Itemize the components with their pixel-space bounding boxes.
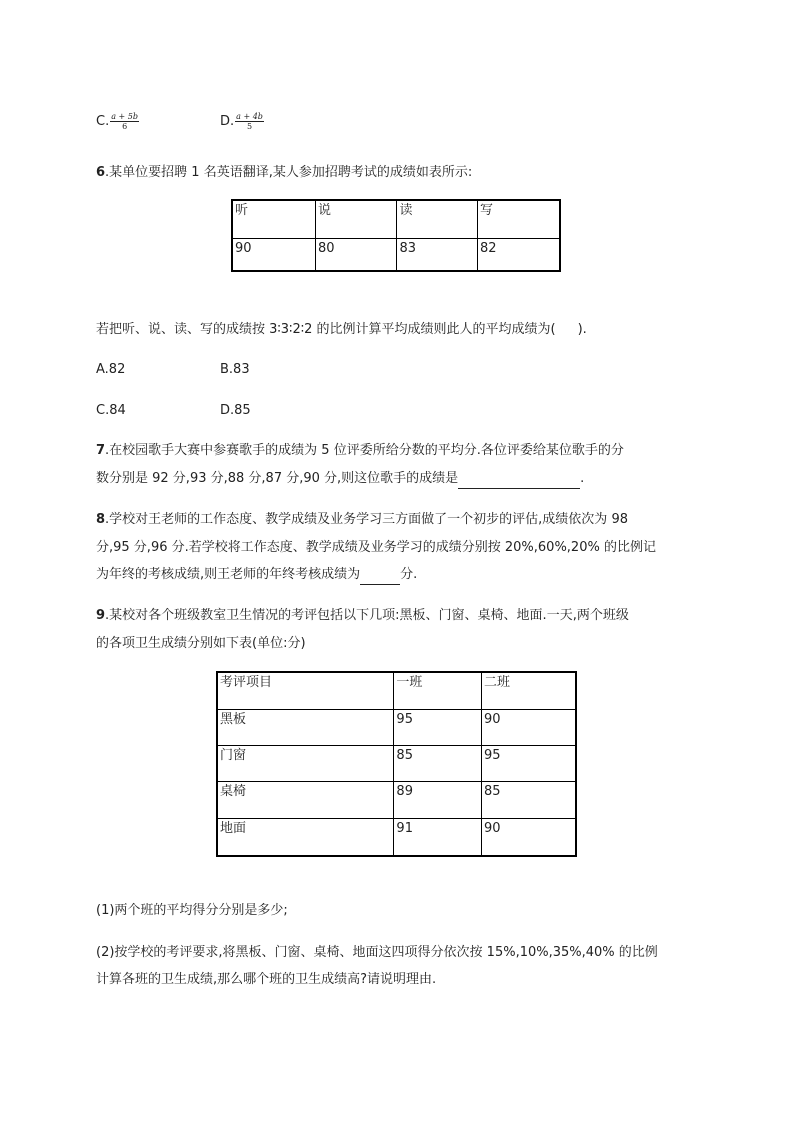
q6-score-table <box>231 199 561 272</box>
q5-option-d-numerator: a + 4b <box>236 112 263 121</box>
q6-header-read: 读 <box>397 200 477 238</box>
q5-option-d-label: D. <box>220 114 235 129</box>
q7-line-2 <box>96 469 584 489</box>
q9-row-class2: 85 <box>481 781 576 818</box>
q9-row-item: 门窗 <box>217 745 394 781</box>
q9-sub-question-1: (1)两个班的平均得分分别是多少; <box>96 903 288 918</box>
q6-stem <box>96 163 472 183</box>
q9-score-table <box>216 671 577 857</box>
q5-option-d <box>220 112 264 132</box>
q5-option-c-fraction <box>110 112 139 131</box>
q6-option-d: D.85 <box>220 403 251 418</box>
q9-header-class2: 二班 <box>481 672 576 709</box>
q5-option-c-denominator: 6 <box>122 122 128 131</box>
q9-row-class1: 89 <box>394 781 482 818</box>
q9-row-item: 黑板 <box>217 709 394 745</box>
q8-line-3-end: 分. <box>400 567 418 582</box>
q9-row-item: 桌椅 <box>217 781 394 818</box>
q9-row-class1: 85 <box>394 745 482 781</box>
q9-header-item: 考评项目 <box>217 672 394 709</box>
q6-stem-text: .某单位要招聘 1 名英语翻译,某人参加招聘考试的成绩如表所示: <box>105 165 473 180</box>
q8-line-3 <box>96 565 417 585</box>
q7-line-2-end: . <box>580 471 585 486</box>
q6-option-a: A.82 <box>96 362 126 377</box>
q9-row-class2: 90 <box>481 709 576 745</box>
q5-option-c-label: C. <box>96 114 110 129</box>
q6-question-end: ). <box>577 322 587 337</box>
table-row <box>217 781 576 818</box>
q5-option-d-fraction <box>235 112 264 131</box>
table-row <box>217 709 576 745</box>
q9-row-class2: 95 <box>481 745 576 781</box>
q9-sub-question-2-line-1: (2)按学校的考评要求,将黑板、门窗、桌椅、地面这四项得分依次按 15%,10%,35%,40% 的比例 <box>96 945 658 960</box>
q9-header-class1: 一班 <box>394 672 482 709</box>
q6-table-value-row <box>232 238 560 271</box>
q6-value-read: 83 <box>397 238 477 271</box>
q6-number: 6 <box>96 165 106 180</box>
q6-option-c: C.84 <box>96 403 126 418</box>
q6-header-speak: 说 <box>316 200 397 238</box>
q6-question-text: 若把听、说、读、写的成绩按 3∶3∶2∶2 的比例计算平均成绩则此人的平均成绩为( <box>96 322 556 337</box>
table-row <box>217 745 576 781</box>
q6-table-header-row <box>232 200 560 238</box>
q6-header-write: 写 <box>477 200 560 238</box>
q6-value-write: 82 <box>477 238 560 271</box>
q7-answer-blank <box>458 474 580 489</box>
q8-line-1-text: .学校对王老师的工作态度、教学成绩及业务学习三方面做了一个初步的评估,成绩依次为 98 <box>105 512 628 527</box>
q6-question <box>96 320 587 340</box>
q9-number: 9 <box>96 608 106 623</box>
q8-line-1 <box>96 510 628 530</box>
q7-line-1 <box>96 441 624 461</box>
q9-line-1 <box>96 606 629 626</box>
q6-header-listen: 听 <box>232 200 316 238</box>
q8-line-3-text: 为年终的考核成绩,则王老师的年终考核成绩为 <box>96 567 361 582</box>
q9-line-2: 的各项卫生成绩分别如下表(单位:分) <box>96 636 306 651</box>
q9-row-class1: 95 <box>394 709 482 745</box>
q5-option-d-denominator: 5 <box>247 122 253 131</box>
q9-row-item: 地面 <box>217 818 394 856</box>
q5-option-c-numerator: a + 5b <box>111 112 138 121</box>
q9-row-class1: 91 <box>394 818 482 856</box>
q7-line-2-text: 数分别是 92 分,93 分,88 分,87 分,90 分,则这位歌手的成绩是 <box>96 471 459 486</box>
q9-table-header-row <box>217 672 576 709</box>
q5-option-c <box>96 112 139 132</box>
q9-sub-question-2-line-2: 计算各班的卫生成绩,那么哪个班的卫生成绩高?请说明理由. <box>96 972 437 987</box>
q7-number: 7 <box>96 443 106 458</box>
q8-number: 8 <box>96 512 106 527</box>
q8-line-2: 分,95 分,96 分.若学校将工作态度、教学成绩及业务学习的成绩分别按 20%,60%,20% 的比例记 <box>96 540 656 555</box>
q9-line-1-text: .某校对各个班级教室卫生情况的考评包括以下几项:黑板、门窗、桌椅、地面.一天,两个班级 <box>105 608 629 623</box>
q6-value-speak: 80 <box>316 238 397 271</box>
q6-option-b: B.83 <box>220 362 250 377</box>
q9-row-class2: 90 <box>481 818 576 856</box>
q6-value-listen: 90 <box>232 238 316 271</box>
q8-answer-blank <box>360 570 400 585</box>
q7-line-1-text: .在校园歌手大赛中参赛歌手的成绩为 5 位评委所给分数的平均分.各位评委给某位歌手的分 <box>105 443 624 458</box>
table-row <box>217 818 576 856</box>
